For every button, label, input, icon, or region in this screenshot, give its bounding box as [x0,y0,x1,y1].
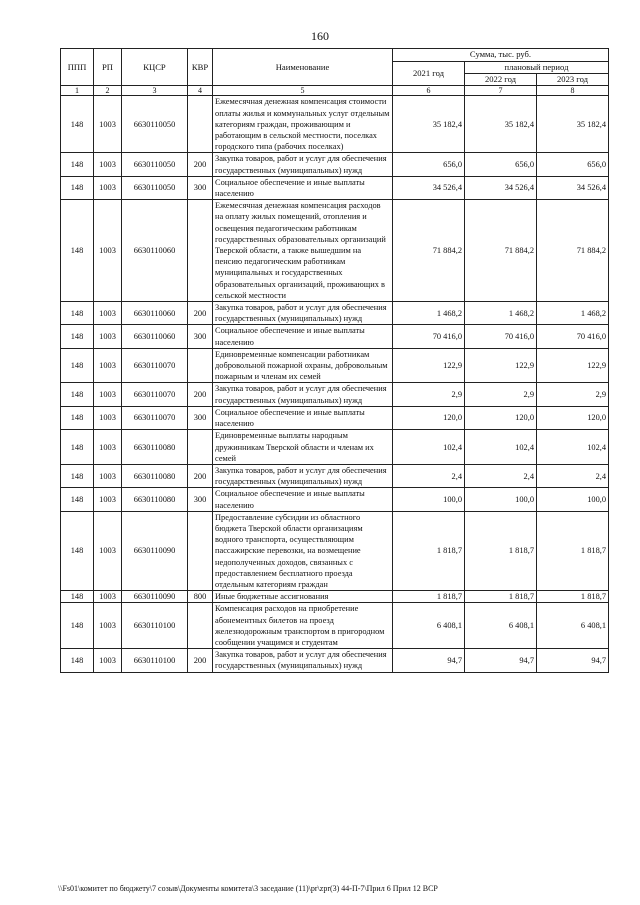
cell-ppp: 148 [61,603,94,649]
cell-rp: 1003 [94,591,122,603]
cell-2023: 2,4 [537,464,609,487]
cell-name: Ежемесячная денежная компенсация расходов на оплату жилых помещений, отопления и освещения педагогическим работникам государственных образовательных организаций Тверской области, а также вышедшим на пенсию педагогическим работникам муниципальных и государственных образовательных организаций, проживающих в сельской местности [213,200,393,302]
table-row [61,325,609,348]
cell-kcsr: 6630110080 [122,430,188,465]
cell-kcsr: 6630110090 [122,591,188,603]
cell-name: Закупка товаров, работ и услуг для обеспечения государственных (муниципальных) нужд [213,153,393,176]
cell-rp: 1003 [94,96,122,153]
column-number: 6 [393,86,465,96]
table-row [61,430,609,465]
header-kvr: КВР [188,49,213,86]
cell-2022: 35 182,4 [465,96,537,153]
table-row [61,383,609,406]
cell-2022: 122,9 [465,348,537,383]
cell-name: Ежемесячная денежная компенсация стоимости оплаты жилья и коммунальных услуг отдельным категориям граждан, проживающим и работающим в сельской местности, поселках городского типа (рабочих поселках) [213,96,393,153]
cell-ppp: 148 [61,96,94,153]
cell-name: Компенсация расходов на приобретение абонементных билетов на проезд железнодорожным транспортом в пригородном сообщении учащимся и студентам [213,603,393,649]
cell-kvr [188,96,213,153]
cell-2023: 100,0 [537,488,609,511]
cell-name: Социальное обеспечение и иные выплаты населению [213,325,393,348]
cell-rp: 1003 [94,153,122,176]
header-year-2021: 2021 год [393,62,465,86]
cell-name: Социальное обеспечение и иные выплаты населению [213,488,393,511]
cell-2022: 2,4 [465,464,537,487]
cell-2023: 122,9 [537,348,609,383]
cell-2023: 102,4 [537,430,609,465]
table-row [61,488,609,511]
cell-2021: 656,0 [393,153,465,176]
page-number: 160 [311,29,329,43]
cell-2022: 6 408,1 [465,603,537,649]
table-row [61,348,609,383]
table-row [61,603,609,649]
cell-name: Закупка товаров, работ и услуг для обеспечения государственных (муниципальных) нужд [213,383,393,406]
table-row [61,302,609,325]
cell-2022: 1 468,2 [465,302,537,325]
cell-kvr: 300 [188,325,213,348]
cell-2022: 1 818,7 [465,591,537,603]
cell-ppp: 148 [61,348,94,383]
cell-rp: 1003 [94,176,122,199]
cell-2022: 2,9 [465,383,537,406]
cell-2023: 6 408,1 [537,603,609,649]
cell-2022: 1 818,7 [465,511,537,590]
cell-2021: 1 818,7 [393,591,465,603]
header-rp: РП [94,49,122,86]
cell-2022: 34 526,4 [465,176,537,199]
cell-rp: 1003 [94,649,122,672]
cell-2022: 120,0 [465,406,537,429]
header-plan-period: плановый период [465,62,609,74]
cell-rp: 1003 [94,464,122,487]
cell-kvr [188,511,213,590]
cell-ppp: 148 [61,302,94,325]
cell-2022: 94,7 [465,649,537,672]
cell-2023: 2,9 [537,383,609,406]
cell-kvr: 300 [188,406,213,429]
table-row [61,176,609,199]
cell-2023: 1 818,7 [537,591,609,603]
header-sum: Сумма, тыс. руб. [393,49,609,62]
cell-ppp: 148 [61,430,94,465]
cell-ppp: 148 [61,176,94,199]
table-row [61,153,609,176]
cell-kvr: 200 [188,649,213,672]
cell-2021: 102,4 [393,430,465,465]
cell-2023: 120,0 [537,406,609,429]
cell-kcsr: 6630110070 [122,383,188,406]
cell-ppp: 148 [61,200,94,302]
cell-2023: 1 468,2 [537,302,609,325]
cell-2022: 102,4 [465,430,537,465]
cell-2021: 34 526,4 [393,176,465,199]
cell-kcsr: 6630110070 [122,348,188,383]
cell-ppp: 148 [61,511,94,590]
cell-2023: 656,0 [537,153,609,176]
cell-name: Единовременные компенсации работникам добровольной пожарной охраны, добровольным пожарным и членам их семей [213,348,393,383]
cell-rp: 1003 [94,348,122,383]
cell-2021: 2,9 [393,383,465,406]
cell-2023: 35 182,4 [537,96,609,153]
cell-2021: 100,0 [393,488,465,511]
cell-kcsr: 6630110080 [122,464,188,487]
cell-name: Закупка товаров, работ и услуг для обеспечения государственных (муниципальных) нужд [213,649,393,672]
cell-name: Социальное обеспечение и иные выплаты населению [213,406,393,429]
cell-2021: 70 416,0 [393,325,465,348]
cell-rp: 1003 [94,488,122,511]
table-row [61,649,609,672]
column-number: 4 [188,86,213,96]
cell-ppp: 148 [61,591,94,603]
cell-2021: 2,4 [393,464,465,487]
table-row [61,464,609,487]
table-body [61,96,609,672]
cell-name: Иные бюджетные ассигнования [213,591,393,603]
cell-kvr: 200 [188,302,213,325]
cell-kvr [188,348,213,383]
cell-kvr: 200 [188,464,213,487]
cell-2022: 656,0 [465,153,537,176]
file-path-footer: \\Fs01\комитет по бюджету\7 созыв\Документы комитета\3 заседание (11)\pr\zpr(3) 44-П-7\Прил 6 Прил 12 ВСР [58,884,438,893]
cell-kcsr: 6630110100 [122,603,188,649]
table-row [61,96,609,153]
cell-kcsr: 6630110100 [122,649,188,672]
header-ppp: ППП [61,49,94,86]
cell-ppp: 148 [61,649,94,672]
cell-2023: 1 818,7 [537,511,609,590]
cell-ppp: 148 [61,325,94,348]
cell-rp: 1003 [94,325,122,348]
cell-2021: 1 468,2 [393,302,465,325]
column-number: 5 [213,86,393,96]
cell-kvr: 200 [188,153,213,176]
cell-kvr [188,430,213,465]
cell-2021: 6 408,1 [393,603,465,649]
cell-ppp: 148 [61,488,94,511]
cell-2021: 1 818,7 [393,511,465,590]
table-row [61,200,609,302]
cell-name: Социальное обеспечение и иные выплаты населению [213,176,393,199]
cell-kcsr: 6630110050 [122,153,188,176]
column-number: 8 [537,86,609,96]
cell-kvr: 200 [188,383,213,406]
cell-kcsr: 6630110080 [122,488,188,511]
cell-rp: 1003 [94,406,122,429]
column-number: 3 [122,86,188,96]
column-number: 1 [61,86,94,96]
cell-kvr [188,603,213,649]
cell-2023: 71 884,2 [537,200,609,302]
cell-rp: 1003 [94,511,122,590]
cell-ppp: 148 [61,383,94,406]
cell-kvr: 300 [188,176,213,199]
cell-rp: 1003 [94,302,122,325]
cell-2021: 94,7 [393,649,465,672]
cell-name: Закупка товаров, работ и услуг для обеспечения государственных (муниципальных) нужд [213,302,393,325]
cell-name: Единовременные выплаты народным дружинникам Тверской области и членам их семей [213,430,393,465]
cell-ppp: 148 [61,406,94,429]
column-number-row [61,86,609,96]
table-row [61,511,609,590]
cell-kcsr: 6630110090 [122,511,188,590]
cell-2023: 94,7 [537,649,609,672]
cell-rp: 1003 [94,200,122,302]
cell-kvr: 300 [188,488,213,511]
cell-2022: 100,0 [465,488,537,511]
cell-2023: 70 416,0 [537,325,609,348]
budget-table [60,48,609,673]
header-kcsr: КЦСР [122,49,188,86]
cell-kcsr: 6630110060 [122,325,188,348]
table-row [61,406,609,429]
cell-kvr [188,200,213,302]
header-name: Наименование [213,49,393,86]
cell-rp: 1003 [94,430,122,465]
cell-2021: 120,0 [393,406,465,429]
cell-kcsr: 6630110060 [122,302,188,325]
cell-2021: 71 884,2 [393,200,465,302]
cell-ppp: 148 [61,153,94,176]
cell-2021: 35 182,4 [393,96,465,153]
cell-rp: 1003 [94,383,122,406]
cell-kcsr: 6630110060 [122,200,188,302]
cell-kcsr: 6630110050 [122,96,188,153]
column-number: 2 [94,86,122,96]
column-number: 7 [465,86,537,96]
cell-ppp: 148 [61,464,94,487]
header-year-2022: 2022 год [465,74,537,86]
cell-2023: 34 526,4 [537,176,609,199]
cell-2022: 70 416,0 [465,325,537,348]
cell-name: Предоставление субсидии из областного бюджета Тверской области организациям водного транспорта, осуществляющим пассажирские перевозки, на возмещение недополученных доходов, связанных с предоставлением бесплатного проезда отдельным категориям граждан [213,511,393,590]
cell-2022: 71 884,2 [465,200,537,302]
cell-2021: 122,9 [393,348,465,383]
cell-kcsr: 6630110070 [122,406,188,429]
table-row [61,591,609,603]
cell-kcsr: 6630110050 [122,176,188,199]
cell-rp: 1003 [94,603,122,649]
cell-kvr: 800 [188,591,213,603]
cell-name: Закупка товаров, работ и услуг для обеспечения государственных (муниципальных) нужд [213,464,393,487]
header-year-2023: 2023 год [537,74,609,86]
